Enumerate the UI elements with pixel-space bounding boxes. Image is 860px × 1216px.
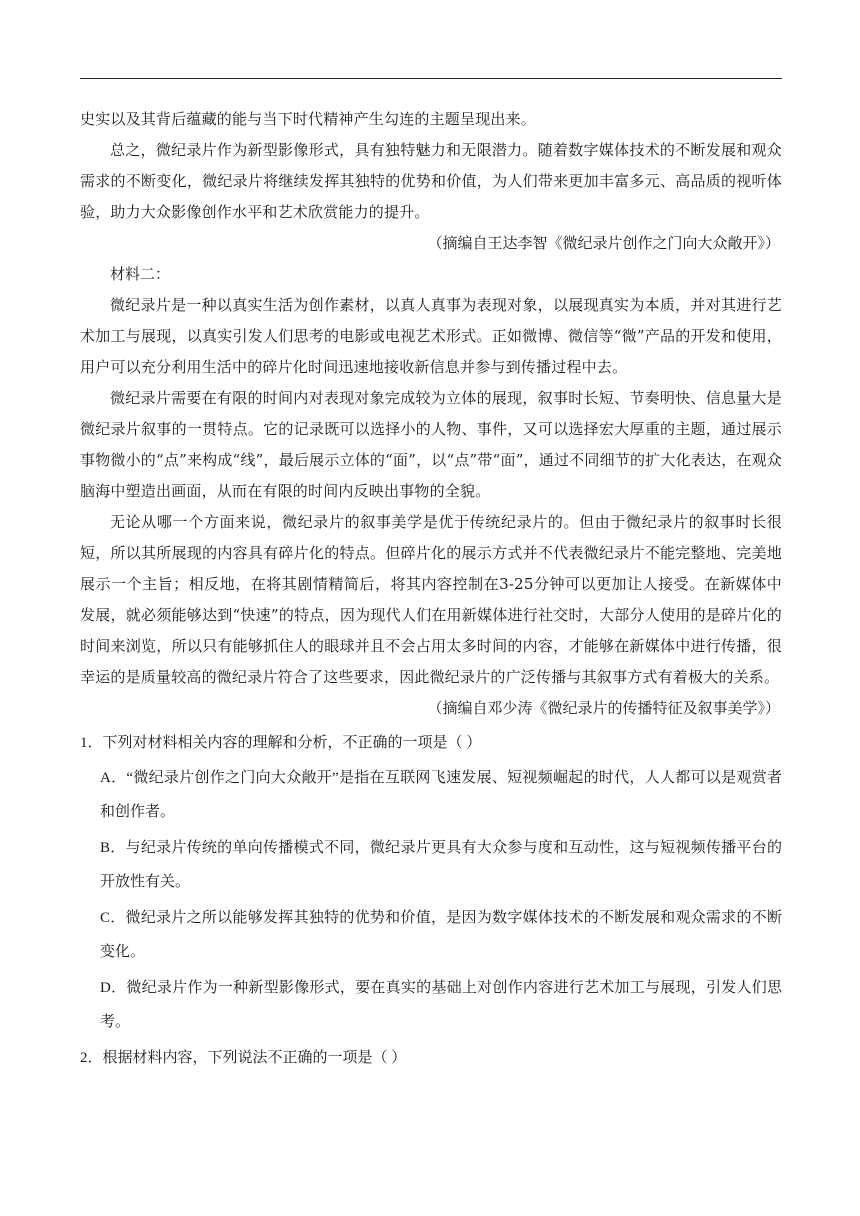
question-1-option-b: B．与纪录片传统的单向传播模式不同，微纪录片更具有大众参与度和互动性，这与短视频传播平台的开放性有关。	[100, 840, 782, 890]
material2-label: 材料二：	[110, 265, 171, 283]
material2-source: （摘编自邓少涛《微纪录片的传播特征及叙事美学》）	[427, 699, 780, 717]
question-1-stem: 1．下列对材料相关内容的理解和分析，不正确的一项是（ ）	[80, 735, 482, 751]
question-1-option-a: A．“微纪录片创作之门向大众敞开”是指在互联网飞速发展、短视频崛起的时代，人人都可以是观赏者和创作者。	[100, 770, 782, 820]
material1-source: （摘编自王达李智《微纪录片创作之门向大众敞开》）	[427, 234, 780, 252]
material2-paragraph-3: 无论从哪一个方面来说，微纪录片的叙事美学是优于传统纪录片的。但由于微纪录片的叙事时长很短，所以其所展现的内容具有碎片化的特点。但碎片化的展示方式并不代表微纪录片不能完整地、完美地展示一个主旨；相反地，在将其剧情精简后，将其内容控制在3-25分钟可以更加让人接受。在新媒体中发展，就必须能够达到“快速”的特点，因为现代人们在用新媒体进行社交时，大部分人使用的是碎片化的时间来浏览，所以只有能够抓住人的眼球并且不会占用太多时间的内容，才能够在新媒体中进行传播，很幸运的是质量较高的微纪录片符合了这些要求，因此微纪录片的广泛传播与其叙事方式有着极大的关系。	[80, 513, 782, 686]
question-1-option-c: C．微纪录片之所以能够发挥其独特的优势和价值，是因为数字媒体技术的不断发展和观众需求的不断变化。	[100, 910, 782, 960]
question-2-stem: 2．根据材料内容，下列说法不正确的一项是（ ）	[80, 1050, 407, 1066]
material1-conclusion: 总之，微纪录片作为新型影像形式，具有独特魅力和无限潜力。随着数字媒体技术的不断发展和观众需求的不断变化，微纪录片将继续发挥其独特的优势和价值，为人们带来更加丰富多元、高品质的视听体验，助力大众影像创作水平和艺术欣赏能力的提升。	[80, 141, 782, 221]
question-1-option-d: D．微纪录片作为一种新型影像形式，要在真实的基础上对创作内容进行艺术加工与展现，引发人们思考。	[100, 980, 782, 1030]
material1-continuation: 史实以及其背后蕴藏的能与当下时代精神产生勾连的主题呈现出来。	[80, 110, 537, 128]
document-body	[80, 104, 782, 1074]
material2-paragraph-2: 微纪录片需要在有限的时间内对表现对象完成较为立体的展现，叙事时长短、节奏明快、信息量大是微纪录片叙事的一贯特点。它的记录既可以选择小的人物、事件，又可以选择宏大厚重的主题，通过展示事物微小的“点”来构成“线”，最后展示立体的“面”，以“点”带“面”，通过不同细节的扩大化表达，在观众脑海中塑造出画面，从而在有限的时间内反映出事物的全貌。	[80, 389, 782, 500]
material2-paragraph-1: 微纪录片是一种以真实生活为创作素材，以真人真事为表现对象，以展现真实为本质，并对其进行艺术加工与展现，以真实引发人们思考的电影或电视艺术形式。正如微博、微信等“微”产品的开发和使用，用户可以充分利用生活中的碎片化时间迅速地接收新信息并参与到传播过程中去。	[80, 296, 782, 376]
header-rule	[80, 78, 782, 79]
